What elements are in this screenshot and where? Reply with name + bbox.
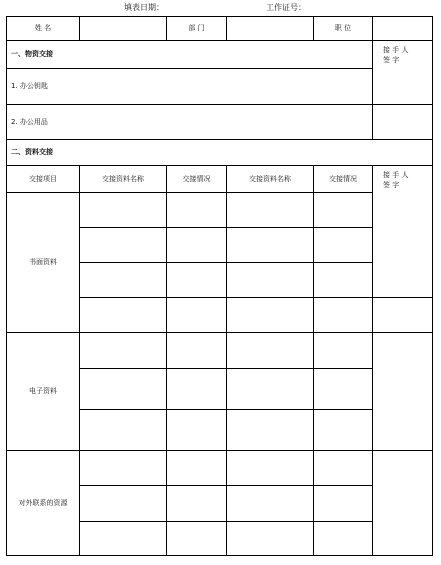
col-header-item: 交接项目	[29, 174, 57, 183]
dept-label: 部 门	[188, 24, 205, 32]
group-written-docs: 书面资料	[29, 258, 57, 266]
receiver-label-line2: 签 字	[383, 181, 400, 189]
name-field[interactable]	[80, 17, 166, 40]
goods-keys-signature-field[interactable]	[373, 69, 432, 104]
goods-supplies-signature-field[interactable]	[373, 105, 432, 139]
col-header-status-2: 交接情况	[329, 174, 357, 183]
section-goods-title: 一、物资交接	[11, 50, 53, 58]
fill-date-label: 填表日期：	[124, 3, 164, 12]
form-header	[0, 0, 441, 16]
col-header-doc-name-2: 交接资料名称	[249, 174, 291, 183]
group-electronic-docs: 电子资料	[29, 387, 57, 395]
receiver-label-line1: 接 手 人	[383, 46, 409, 54]
col-header-doc-name-1: 交接资料名称	[102, 174, 144, 183]
docs-receiver-signature-label	[373, 168, 432, 192]
position-field[interactable]	[373, 17, 432, 40]
goods-item-supplies: 2. 办公用品	[11, 117, 48, 126]
goods-item-keys: 1. 办公钥匙	[11, 82, 48, 90]
position-label: 职 位	[334, 24, 352, 32]
receiver-label-line2: 签 字	[383, 56, 400, 64]
name-label: 姓 名	[34, 24, 52, 32]
work-id-label: 工作证号：	[266, 3, 306, 12]
receiver-label-line1: 接 手 人	[383, 171, 409, 179]
section-docs-title: 二、资料交接	[11, 148, 53, 156]
dept-field[interactable]	[227, 17, 313, 40]
goods-receiver-signature-label	[373, 42, 432, 68]
col-header-status-1: 交接情况	[182, 174, 211, 183]
group-external-contacts: 对外联系的资源	[18, 498, 68, 507]
